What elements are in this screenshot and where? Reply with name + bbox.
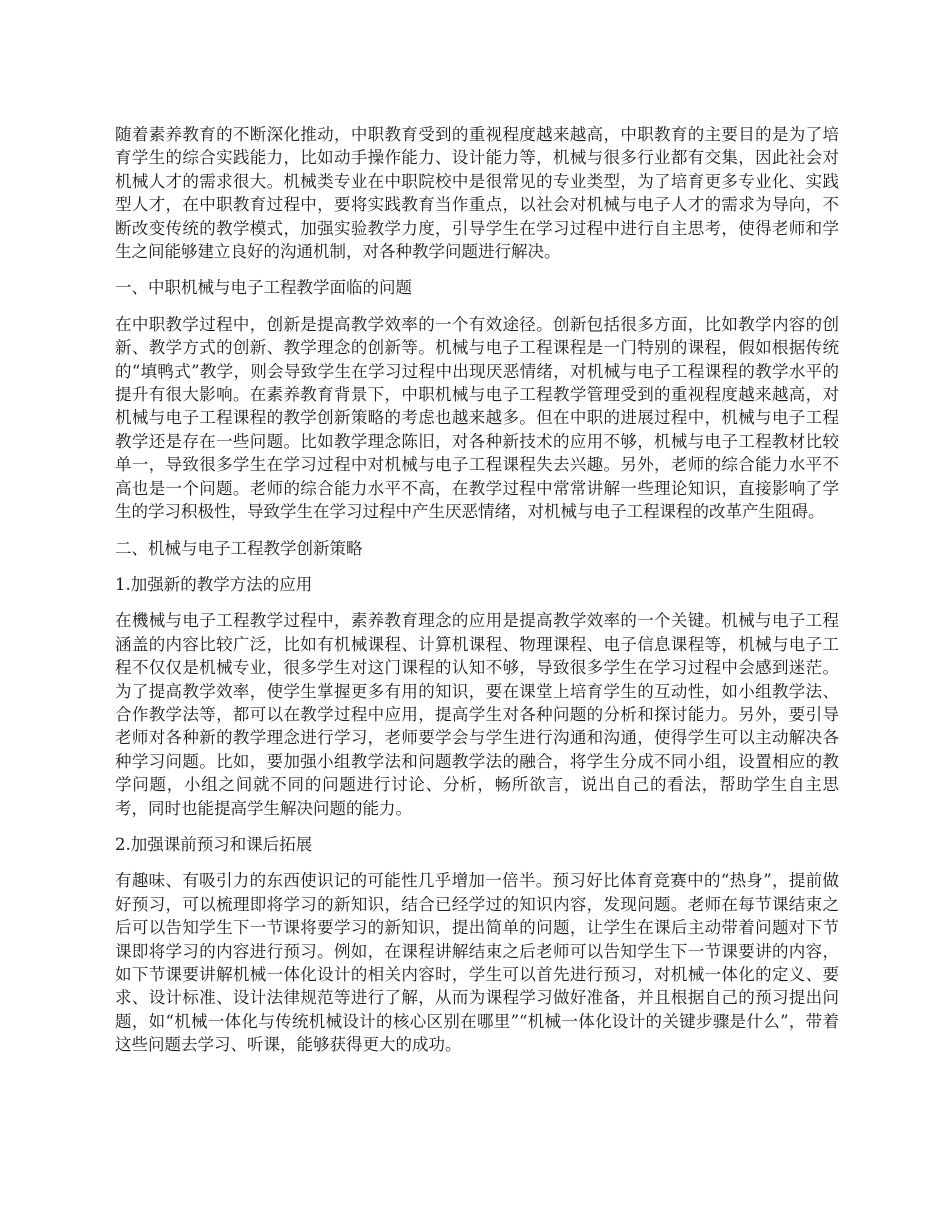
subsection-1-paragraph: 在機械与电子工程教学过程中，素养教育理念的应用是提高教学效率的一个关键。机械与电子工程涵盖的内容比较广泛，比如有机械课程、计算机课程、物理课程、电子信息课程等，机械与电子工程不仅仅是机械专业，很多学生对这门课程的认知不够，导致很多学生在学习过程中会感到迷茫。为了提高教学效率，使学生掌握更多有用的知识，要在课堂上培育学生的互动性，如小组教学法、合作教学法等，都可以在教学过程中应用，提高学生对各种问题的分析和探讨能力。另外，要引导老师对各种新的教学理念进行学习，老师要学会与学生进行沟通和沟通，使得学生可以主动解决各种学习问题。比如，要加强小组教学法和问题教学法的融合，将学生分成不同小组，设置相应的教学问题，小组之间就不同的问题进行讨论、分析，畅所欲言，说出自己的看法，帮助学生自主思考，同时也能提高学生解决问题的能力。 xyxy=(115,611,839,818)
intro-paragraph: 随着素养教育的不断深化推动，中职教育受到的重视程度越来越高，中职教育的主要目的是为了培育学生的综合实践能力，比如动手操作能力、设计能力等，机械与很多行业都有交集，因此社会对机械人才的需求很大。机械类专业在中职院校中是很常见的专业类型，为了培育更多专业化、实践型人才，在中职教育过程中，要将实践教育当作重点，以社会对机械与电子人才的需求为导向，不断改变传统的教学模式，加强实验教学力度，引导学生在学习过程中进行自主思考，使得老师和学生之间能够建立良好的沟通机制，对各种教学问题进行解决。 xyxy=(115,125,839,262)
subsection-2-heading: 2.加强课前预习和课后拓展 xyxy=(115,834,313,854)
section-2-heading: 二、机械与电子工程教学创新策略 xyxy=(115,538,363,558)
subsection-2-paragraph: 有趣味、有吸引力的东西使识记的可能性几乎增加一倍半。预习好比体育竞赛中的“热身”，提前做好预习，可以梳理即将学习的新知识，结合已经学过的知识内容，发现问题。老师在每节课结束之后可以告知学生下一节课将要学习的新知识，提出简单的问题，让学生在课后主动带着问题对下节课即将学习的内容进行预习。例如，在课程讲解结束之后老师可以告知学生下一节课要讲的内容，如下节课要讲解机械一体化设计的相关内容时，学生可以首先进行预习，对机械一体化的定义、要求、设计标准、设计法律规范等进行了解，从而为课程学习做好准备，并且根据自己的预习提出问题，如“机械一体化与传统机械设计的核心区别在哪里”“机械一体化设计的关键步骤是什么”，带着这些问题去学习、听课，能够获得更大的成功。 xyxy=(115,871,839,1055)
section-1-paragraph: 在中职教学过程中，创新是提高教学效率的一个有效途径。创新包括很多方面，比如教学内容的创新、教学方式的创新、教学理念的创新等。机械与电子工程课程是一门特别的课程，假如根据传统的“填鸭式”教学，则会导致学生在学习过程中出现厌恶情绪，对机械与电子工程课程的教学水平的提升有很大影响。在素养教育背景下，中职机械与电子工程教学管理受到的重视程度越来越高，对机械与电子工程课程的教学创新策略的考虑也越来越多。但在中职的进展过程中，机械与电子工程教学还是存在一些问题。比如教学理念陈旧，对各种新技术的应用不够，机械与电子工程教材比较单一，导致很多学生在学习过程中对机械与电子工程课程失去兴趣。另外，老师的综合能力水平不高也是一个问题。老师的综合能力水平不高，在教学过程中常常讲解一些理论知识，直接影响了学生的学习积极性，导致学生在学习过程中产生厌恶情绪，对机械与电子工程课程的改革产生阻碍。 xyxy=(115,314,839,522)
document-page xyxy=(115,123,839,1070)
subsection-1-heading: 1.加强新的教学方法的应用 xyxy=(115,574,313,594)
section-1-heading: 一、中职机械与电子工程教学面临的问题 xyxy=(115,278,412,298)
